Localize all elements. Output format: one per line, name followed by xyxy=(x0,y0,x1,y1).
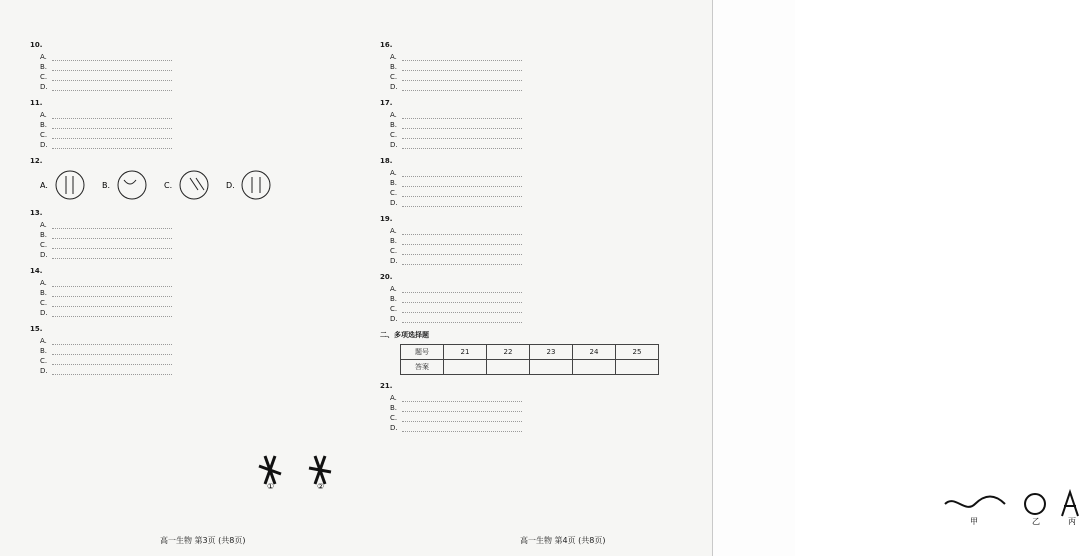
option-a xyxy=(40,110,370,120)
option-label: C. xyxy=(40,241,48,249)
unreadable-option-text xyxy=(402,395,522,402)
option-d xyxy=(40,82,370,92)
svg-text:D.: D. xyxy=(226,181,235,190)
unreadable-option-text xyxy=(402,84,522,91)
right-column xyxy=(380,40,1076,536)
option-b xyxy=(40,62,370,72)
unreadable-option-text xyxy=(52,280,172,287)
diagram-options xyxy=(40,168,300,202)
unreadable-option-text xyxy=(402,180,522,187)
option-b xyxy=(390,178,710,188)
question-21 xyxy=(380,381,1076,526)
option-a xyxy=(390,393,710,403)
option-label: A. xyxy=(390,285,397,293)
unreadable-option-text xyxy=(402,122,522,129)
question-number: 12. xyxy=(30,157,43,165)
unreadable-option-text xyxy=(402,142,522,149)
option-label: A. xyxy=(40,111,47,119)
answer-table-number: 25 xyxy=(616,345,659,360)
option-label: B. xyxy=(40,347,48,355)
question-number: 14. xyxy=(30,267,43,275)
option-d xyxy=(390,423,710,433)
option-label: D. xyxy=(40,141,48,149)
option-label: A. xyxy=(390,394,397,402)
option-b xyxy=(40,120,370,130)
option-a xyxy=(40,52,370,62)
section-title: 二、多项选择题 xyxy=(380,331,429,339)
unreadable-option-text xyxy=(402,405,522,412)
question-number: 13. xyxy=(30,209,43,217)
answer-cell[interactable] xyxy=(530,360,573,375)
option-a xyxy=(390,284,710,294)
options xyxy=(40,110,370,150)
option-label: B. xyxy=(390,237,398,245)
unreadable-option-text xyxy=(52,64,172,71)
option-d xyxy=(40,250,370,260)
unreadable-option-text xyxy=(402,190,522,197)
question-18 xyxy=(380,156,710,208)
option-label: B. xyxy=(40,289,48,297)
question-number: 15. xyxy=(30,325,43,333)
option-label: A. xyxy=(390,227,397,235)
rna-figures xyxy=(940,486,1090,526)
unreadable-option-text xyxy=(402,286,522,293)
option-label: A. xyxy=(40,53,47,61)
option-label: C. xyxy=(390,305,398,313)
answer-table-row-numbers xyxy=(401,345,659,360)
question-number: 20. xyxy=(380,273,393,281)
answer-cell[interactable] xyxy=(444,360,487,375)
answer-cell[interactable] xyxy=(487,360,530,375)
option-label: D. xyxy=(40,83,48,91)
unreadable-option-text xyxy=(52,368,172,375)
unreadable-option-text xyxy=(402,132,522,139)
option-d xyxy=(390,314,710,324)
page-footer-left: 高一生物 第3页 (共8页) xyxy=(160,536,246,545)
answer-table-number: 21 xyxy=(444,345,487,360)
unreadable-option-text xyxy=(52,252,172,259)
option-label: A. xyxy=(390,169,397,177)
option-b xyxy=(390,236,710,246)
option-label: D. xyxy=(390,83,398,91)
option-label: C. xyxy=(40,357,48,365)
unreadable-option-text xyxy=(52,348,172,355)
diagram-a xyxy=(40,171,84,199)
svg-text:B.: B. xyxy=(102,181,111,190)
question-number: 17. xyxy=(380,99,393,107)
option-label: B. xyxy=(40,121,48,129)
answer-table-label: 答案 xyxy=(401,360,444,375)
options xyxy=(390,110,710,150)
unreadable-option-text xyxy=(402,258,522,265)
option-c xyxy=(390,304,710,314)
option-a xyxy=(390,226,710,236)
option-b xyxy=(40,288,370,298)
option-label: A. xyxy=(390,111,397,119)
option-a xyxy=(40,336,370,346)
option-c xyxy=(40,298,370,308)
unreadable-option-text xyxy=(402,200,522,207)
question-14 xyxy=(30,266,370,318)
unreadable-option-text xyxy=(52,242,172,249)
unreadable-option-text xyxy=(402,74,522,81)
option-c xyxy=(390,246,710,256)
options xyxy=(40,336,370,376)
unreadable-option-text xyxy=(402,415,522,422)
option-label: D. xyxy=(390,141,398,149)
unreadable-option-text xyxy=(402,316,522,323)
answer-table-label: 题号 xyxy=(401,345,444,360)
unreadable-option-text xyxy=(402,54,522,61)
unreadable-option-text xyxy=(402,170,522,177)
unreadable-option-text xyxy=(52,132,172,139)
option-a xyxy=(40,220,370,230)
options xyxy=(390,52,710,92)
options xyxy=(390,393,710,433)
option-c xyxy=(390,188,710,198)
option-c xyxy=(390,130,710,140)
unreadable-option-text xyxy=(52,232,172,239)
option-label: C. xyxy=(390,189,398,197)
option-label: D. xyxy=(40,367,48,375)
option-label: D. xyxy=(390,315,398,323)
option-label: C. xyxy=(390,414,398,422)
option-label: A. xyxy=(40,279,47,287)
options xyxy=(40,220,370,260)
svg-text:C.: C. xyxy=(164,181,173,190)
option-a xyxy=(390,168,710,178)
question-13 xyxy=(30,208,370,260)
question-17 xyxy=(380,98,710,150)
option-label: D. xyxy=(390,199,398,207)
option-c xyxy=(390,72,710,82)
unreadable-option-text xyxy=(52,338,172,345)
svg-text:②: ② xyxy=(317,482,325,491)
unreadable-option-text xyxy=(52,358,172,365)
option-c xyxy=(40,356,370,366)
option-c xyxy=(40,130,370,140)
unreadable-option-text xyxy=(402,112,522,119)
option-label: C. xyxy=(40,299,48,307)
answer-table-number: 22 xyxy=(487,345,530,360)
option-label: B. xyxy=(390,179,398,187)
unreadable-option-text xyxy=(402,228,522,235)
option-a xyxy=(390,52,710,62)
option-label: B. xyxy=(40,63,48,71)
option-label: D. xyxy=(40,251,48,259)
svg-text:①: ① xyxy=(267,482,275,491)
diagram-d xyxy=(226,171,270,199)
options xyxy=(390,168,710,208)
unreadable-option-text xyxy=(52,112,172,119)
option-d xyxy=(390,198,710,208)
option-b xyxy=(40,346,370,356)
question-16 xyxy=(380,40,710,92)
unreadable-option-text xyxy=(52,300,172,307)
option-label: B. xyxy=(390,121,398,129)
option-label: C. xyxy=(390,131,398,139)
option-label: B. xyxy=(390,63,398,71)
unreadable-option-text xyxy=(52,290,172,297)
option-label: A. xyxy=(40,221,47,229)
answer-cell[interactable] xyxy=(616,360,659,375)
question-number: 21. xyxy=(380,382,393,390)
question-19 xyxy=(380,214,710,266)
option-label: C. xyxy=(40,73,48,81)
question-20 xyxy=(380,272,710,324)
options xyxy=(40,278,370,318)
option-b xyxy=(390,403,710,413)
options xyxy=(390,284,710,324)
question-number: 10. xyxy=(30,41,43,49)
answer-table-number: 23 xyxy=(530,345,573,360)
question-12 xyxy=(30,156,370,202)
option-label: C. xyxy=(40,131,48,139)
svg-text:甲: 甲 xyxy=(970,517,978,526)
unreadable-option-text xyxy=(52,122,172,129)
option-b xyxy=(390,120,710,130)
option-label: A. xyxy=(40,337,47,345)
svg-text:乙: 乙 xyxy=(1032,517,1040,526)
question-10 xyxy=(30,40,370,92)
unreadable-option-text xyxy=(52,310,172,317)
diagram-c xyxy=(164,171,208,199)
question-number: 19. xyxy=(380,215,393,223)
option-b xyxy=(390,62,710,72)
unreadable-option-text xyxy=(52,54,172,61)
option-label: B. xyxy=(40,231,48,239)
unreadable-option-text xyxy=(52,222,172,229)
binding-margin xyxy=(712,0,795,556)
answer-table-row-answers xyxy=(401,360,659,375)
options xyxy=(390,226,710,266)
option-label: C. xyxy=(390,73,398,81)
option-a xyxy=(390,110,710,120)
question-number: 16. xyxy=(380,41,393,49)
unreadable-option-text xyxy=(52,84,172,91)
option-c xyxy=(390,413,710,423)
option-b xyxy=(390,294,710,304)
chromosome-diagrams xyxy=(40,168,370,202)
page-footer-right: 高一生物 第4页 (共8页) xyxy=(520,536,606,545)
option-a xyxy=(40,278,370,288)
unreadable-option-text xyxy=(52,74,172,81)
option-label: B. xyxy=(390,404,398,412)
option-d xyxy=(40,140,370,150)
unreadable-option-text xyxy=(52,142,172,149)
question-number: 11. xyxy=(30,99,43,107)
answer-table-number: 24 xyxy=(573,345,616,360)
option-label: D. xyxy=(390,257,398,265)
question-15 xyxy=(30,324,370,491)
diagram-b xyxy=(102,171,146,199)
option-label: D. xyxy=(40,309,48,317)
option-d xyxy=(40,366,370,376)
unreadable-option-text xyxy=(402,306,522,313)
chromosome-figures xyxy=(245,450,355,490)
option-label: B. xyxy=(390,295,398,303)
svg-text:丙: 丙 xyxy=(1068,517,1076,526)
left-column xyxy=(30,40,370,536)
option-d xyxy=(390,140,710,150)
option-c xyxy=(40,240,370,250)
option-label: D. xyxy=(390,424,398,432)
question-number: 18. xyxy=(380,157,393,165)
answer-cell[interactable] xyxy=(573,360,616,375)
unreadable-option-text xyxy=(402,248,522,255)
unreadable-option-text xyxy=(402,238,522,245)
option-c xyxy=(40,72,370,82)
option-label: C. xyxy=(390,247,398,255)
option-b xyxy=(40,230,370,240)
option-d xyxy=(390,82,710,92)
option-d xyxy=(40,308,370,318)
unreadable-option-text xyxy=(402,425,522,432)
options xyxy=(40,52,370,92)
svg-text:A.: A. xyxy=(40,181,48,190)
unreadable-option-text xyxy=(402,64,522,71)
answer-table xyxy=(400,344,659,375)
question-11 xyxy=(30,98,370,150)
option-d xyxy=(390,256,710,266)
option-label: A. xyxy=(390,53,397,61)
unreadable-option-text xyxy=(402,296,522,303)
